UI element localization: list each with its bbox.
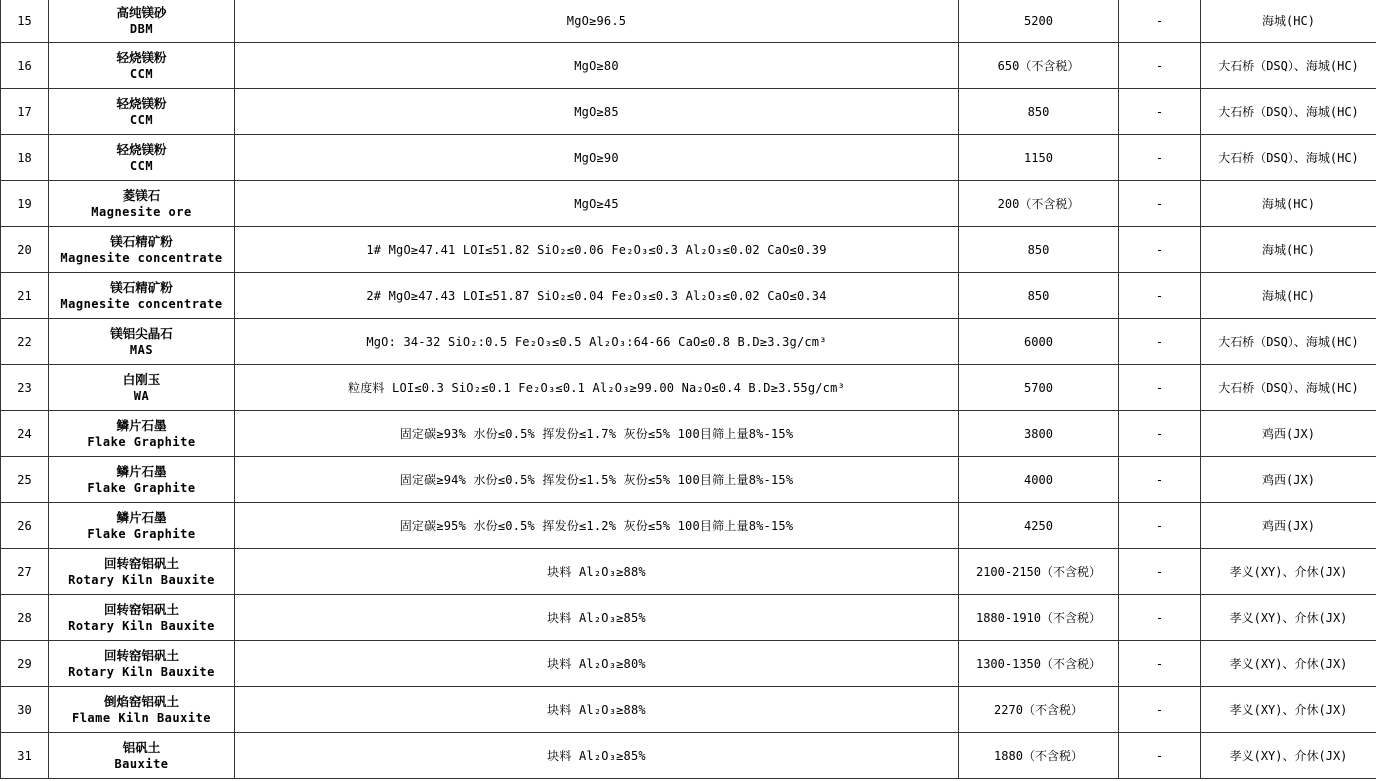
price: 5200 bbox=[959, 0, 1119, 43]
specification: 1# MgO≥47.41 LOI≤51.82 SiO₂≤0.06 Fe₂O₃≤0.3 Al₂O₃≤0.02 CaO≤0.39 bbox=[235, 227, 959, 273]
origin: 孝义(XY)、介休(JX) bbox=[1201, 733, 1376, 779]
product-name-en: CCM bbox=[129, 112, 154, 127]
origin: 大石桥（DSQ）、海城(HC) bbox=[1201, 319, 1376, 365]
row-number: 31 bbox=[1, 733, 49, 779]
specification: 块料 Al₂O₃≥85% bbox=[235, 595, 959, 641]
specification: MgO: 34-32 SiO₂:0.5 Fe₂O₃≤0.5 Al₂O₃:64-66 CaO≤0.8 B.D≥3.3g/cm³ bbox=[235, 319, 959, 365]
product-name-en: CCM bbox=[129, 66, 154, 81]
price-change: - bbox=[1119, 595, 1201, 641]
product-name-cn: 菱镁石 bbox=[122, 187, 161, 203]
row-number: 19 bbox=[1, 181, 49, 227]
product-name-en: Flake Graphite bbox=[87, 434, 196, 449]
price-change: - bbox=[1119, 273, 1201, 319]
origin: 鸡西(JX) bbox=[1201, 457, 1376, 503]
row-number: 15 bbox=[1, 0, 49, 43]
table-row bbox=[1, 135, 1376, 181]
price: 200（不含税） bbox=[959, 181, 1119, 227]
table-row bbox=[1, 365, 1376, 411]
row-number: 28 bbox=[1, 595, 49, 641]
product-name-cell bbox=[49, 273, 235, 319]
row-number: 22 bbox=[1, 319, 49, 365]
table-row bbox=[1, 687, 1376, 733]
product-name-cell bbox=[49, 687, 235, 733]
row-number: 17 bbox=[1, 89, 49, 135]
specification: MgO≥45 bbox=[235, 181, 959, 227]
product-name-cn: 轻烧镁粉 bbox=[116, 141, 167, 157]
product-name-cn: 倒焰窑铝矾土 bbox=[103, 693, 179, 709]
table-row bbox=[1, 181, 1376, 227]
origin: 大石桥（DSQ）、海城(HC) bbox=[1201, 365, 1376, 411]
price-change: - bbox=[1119, 549, 1201, 595]
product-name-cn: 鳞片石墨 bbox=[116, 463, 167, 479]
specification: 固定碳≥95% 水份≤0.5% 挥发份≤1.2% 灰份≤5% 100目筛上量8%-15% bbox=[235, 503, 959, 549]
specification: 2# MgO≥47.43 LOI≤51.87 SiO₂≤0.04 Fe₂O₃≤0.3 Al₂O₃≤0.02 CaO≤0.34 bbox=[235, 273, 959, 319]
row-number: 26 bbox=[1, 503, 49, 549]
origin: 孝义(XY)、介休(JX) bbox=[1201, 549, 1376, 595]
specification: 块料 Al₂O₃≥88% bbox=[235, 549, 959, 595]
product-name-cell bbox=[49, 411, 235, 457]
price: 4250 bbox=[959, 503, 1119, 549]
price: 2100-2150（不含税） bbox=[959, 549, 1119, 595]
product-name-cell bbox=[49, 89, 235, 135]
row-number: 20 bbox=[1, 227, 49, 273]
row-number: 30 bbox=[1, 687, 49, 733]
price: 2270（不含税） bbox=[959, 687, 1119, 733]
product-name-cn: 鳞片石墨 bbox=[116, 509, 167, 525]
table-row bbox=[1, 503, 1376, 549]
price-change: - bbox=[1119, 0, 1201, 43]
price-change: - bbox=[1119, 319, 1201, 365]
product-name-en: Flake Graphite bbox=[87, 480, 196, 495]
product-name-cell bbox=[49, 0, 235, 43]
product-name-cell bbox=[49, 641, 235, 687]
row-number: 24 bbox=[1, 411, 49, 457]
specification: MgO≥90 bbox=[235, 135, 959, 181]
origin: 孝义(XY)、介休(JX) bbox=[1201, 687, 1376, 733]
origin: 海城(HC) bbox=[1201, 273, 1376, 319]
row-number: 27 bbox=[1, 549, 49, 595]
price: 1880-1910（不含税） bbox=[959, 595, 1119, 641]
table-row bbox=[1, 89, 1376, 135]
product-name-en: DBM bbox=[129, 22, 154, 36]
product-name-cn: 白刚玉 bbox=[122, 371, 161, 387]
origin: 海城(HC) bbox=[1201, 227, 1376, 273]
row-number: 21 bbox=[1, 273, 49, 319]
price: 850 bbox=[959, 89, 1119, 135]
product-name-en: WA bbox=[133, 388, 150, 403]
product-name-cn: 鳞片石墨 bbox=[116, 417, 167, 433]
table-row bbox=[1, 457, 1376, 503]
product-name-en: Flame Kiln Bauxite bbox=[71, 710, 212, 725]
specification: 粒度料 LOI≤0.3 SiO₂≤0.1 Fe₂O₃≤0.1 Al₂O₃≥99.00 Na₂O≤0.4 B.D≥3.55g/cm³ bbox=[235, 365, 959, 411]
product-name-cell bbox=[49, 135, 235, 181]
table-row bbox=[1, 641, 1376, 687]
price-change: - bbox=[1119, 411, 1201, 457]
price: 850 bbox=[959, 227, 1119, 273]
table-row bbox=[1, 43, 1376, 89]
product-name-cell bbox=[49, 43, 235, 89]
origin: 大石桥（DSQ）、海城(HC) bbox=[1201, 135, 1376, 181]
table-row bbox=[1, 273, 1376, 319]
table-row bbox=[1, 411, 1376, 457]
specification: 块料 Al₂O₃≥88% bbox=[235, 687, 959, 733]
price: 6000 bbox=[959, 319, 1119, 365]
row-number: 16 bbox=[1, 43, 49, 89]
product-name-en: Bauxite bbox=[114, 756, 169, 771]
table-row bbox=[1, 733, 1376, 779]
table-row bbox=[1, 227, 1376, 273]
product-name-cell bbox=[49, 457, 235, 503]
product-name-en: Magnesite concentrate bbox=[60, 250, 223, 265]
product-name-en: Rotary Kiln Bauxite bbox=[68, 618, 215, 633]
row-number: 25 bbox=[1, 457, 49, 503]
product-name-cell bbox=[49, 733, 235, 779]
row-number: 18 bbox=[1, 135, 49, 181]
product-name-en: Flake Graphite bbox=[87, 526, 196, 541]
price: 850 bbox=[959, 273, 1119, 319]
product-name-cell bbox=[49, 365, 235, 411]
table-row bbox=[1, 549, 1376, 595]
price-change: - bbox=[1119, 365, 1201, 411]
price-change: - bbox=[1119, 181, 1201, 227]
product-name-cn: 回转窑铝矾土 bbox=[103, 601, 179, 617]
price-change: - bbox=[1119, 641, 1201, 687]
price: 4000 bbox=[959, 457, 1119, 503]
price-change: - bbox=[1119, 227, 1201, 273]
row-number: 29 bbox=[1, 641, 49, 687]
product-name-cell bbox=[49, 319, 235, 365]
origin: 鸡西(JX) bbox=[1201, 503, 1376, 549]
specification: MgO≥96.5 bbox=[235, 0, 959, 43]
product-name-cell bbox=[49, 503, 235, 549]
product-name-cn: 镁石精矿粉 bbox=[110, 233, 173, 249]
table-row bbox=[1, 319, 1376, 365]
product-name-cell bbox=[49, 181, 235, 227]
table-body bbox=[1, 0, 1376, 779]
price-change: - bbox=[1119, 687, 1201, 733]
specification: 块料 Al₂O₃≥85% bbox=[235, 733, 959, 779]
specification: MgO≥85 bbox=[235, 89, 959, 135]
origin: 孝义(XY)、介休(JX) bbox=[1201, 641, 1376, 687]
table-row bbox=[1, 0, 1376, 43]
price: 1880（不含税） bbox=[959, 733, 1119, 779]
product-name-cn: 镁铝尖晶石 bbox=[110, 325, 173, 341]
origin: 孝义(XY)、介休(JX) bbox=[1201, 595, 1376, 641]
product-name-en: Magnesite ore bbox=[91, 204, 192, 219]
price-change: - bbox=[1119, 503, 1201, 549]
origin: 海城(HC) bbox=[1201, 181, 1376, 227]
specification: MgO≥80 bbox=[235, 43, 959, 89]
product-name-cn: 高纯镁砂 bbox=[116, 5, 167, 20]
product-name-cn: 轻烧镁粉 bbox=[116, 95, 167, 111]
price: 5700 bbox=[959, 365, 1119, 411]
price-change: - bbox=[1119, 733, 1201, 779]
price-change: - bbox=[1119, 457, 1201, 503]
price-change: - bbox=[1119, 43, 1201, 89]
product-name-cn: 轻烧镁粉 bbox=[116, 49, 167, 65]
origin: 大石桥（DSQ）、海城(HC) bbox=[1201, 89, 1376, 135]
specification: 固定碳≥94% 水份≤0.5% 挥发份≤1.5% 灰份≤5% 100目筛上量8%-15% bbox=[235, 457, 959, 503]
product-name-cn: 回转窑铝矾土 bbox=[103, 647, 179, 663]
origin: 海城(HC) bbox=[1201, 0, 1376, 43]
product-name-cell bbox=[49, 227, 235, 273]
price: 1300-1350（不含税） bbox=[959, 641, 1119, 687]
product-name-en: Rotary Kiln Bauxite bbox=[68, 572, 215, 587]
price: 650（不含税） bbox=[959, 43, 1119, 89]
product-name-cn: 铝矾土 bbox=[122, 739, 161, 755]
product-name-en: CCM bbox=[129, 158, 154, 173]
price: 1150 bbox=[959, 135, 1119, 181]
price-change: - bbox=[1119, 135, 1201, 181]
specification: 固定碳≥93% 水份≤0.5% 挥发份≤1.7% 灰份≤5% 100目筛上量8%-15% bbox=[235, 411, 959, 457]
price: 3800 bbox=[959, 411, 1119, 457]
row-number: 23 bbox=[1, 365, 49, 411]
origin: 大石桥（DSQ）、海城(HC) bbox=[1201, 43, 1376, 89]
price-change: - bbox=[1119, 89, 1201, 135]
table-row bbox=[1, 595, 1376, 641]
product-name-en: Rotary Kiln Bauxite bbox=[68, 664, 215, 679]
specification: 块料 Al₂O₃≥80% bbox=[235, 641, 959, 687]
product-name-cell bbox=[49, 595, 235, 641]
product-name-cn: 镁石精矿粉 bbox=[110, 279, 173, 295]
product-name-cn: 回转窑铝矾土 bbox=[103, 555, 179, 571]
product-name-en: MAS bbox=[129, 342, 154, 357]
product-name-en: Magnesite concentrate bbox=[60, 296, 223, 311]
product-name-cell bbox=[49, 549, 235, 595]
origin: 鸡西(JX) bbox=[1201, 411, 1376, 457]
